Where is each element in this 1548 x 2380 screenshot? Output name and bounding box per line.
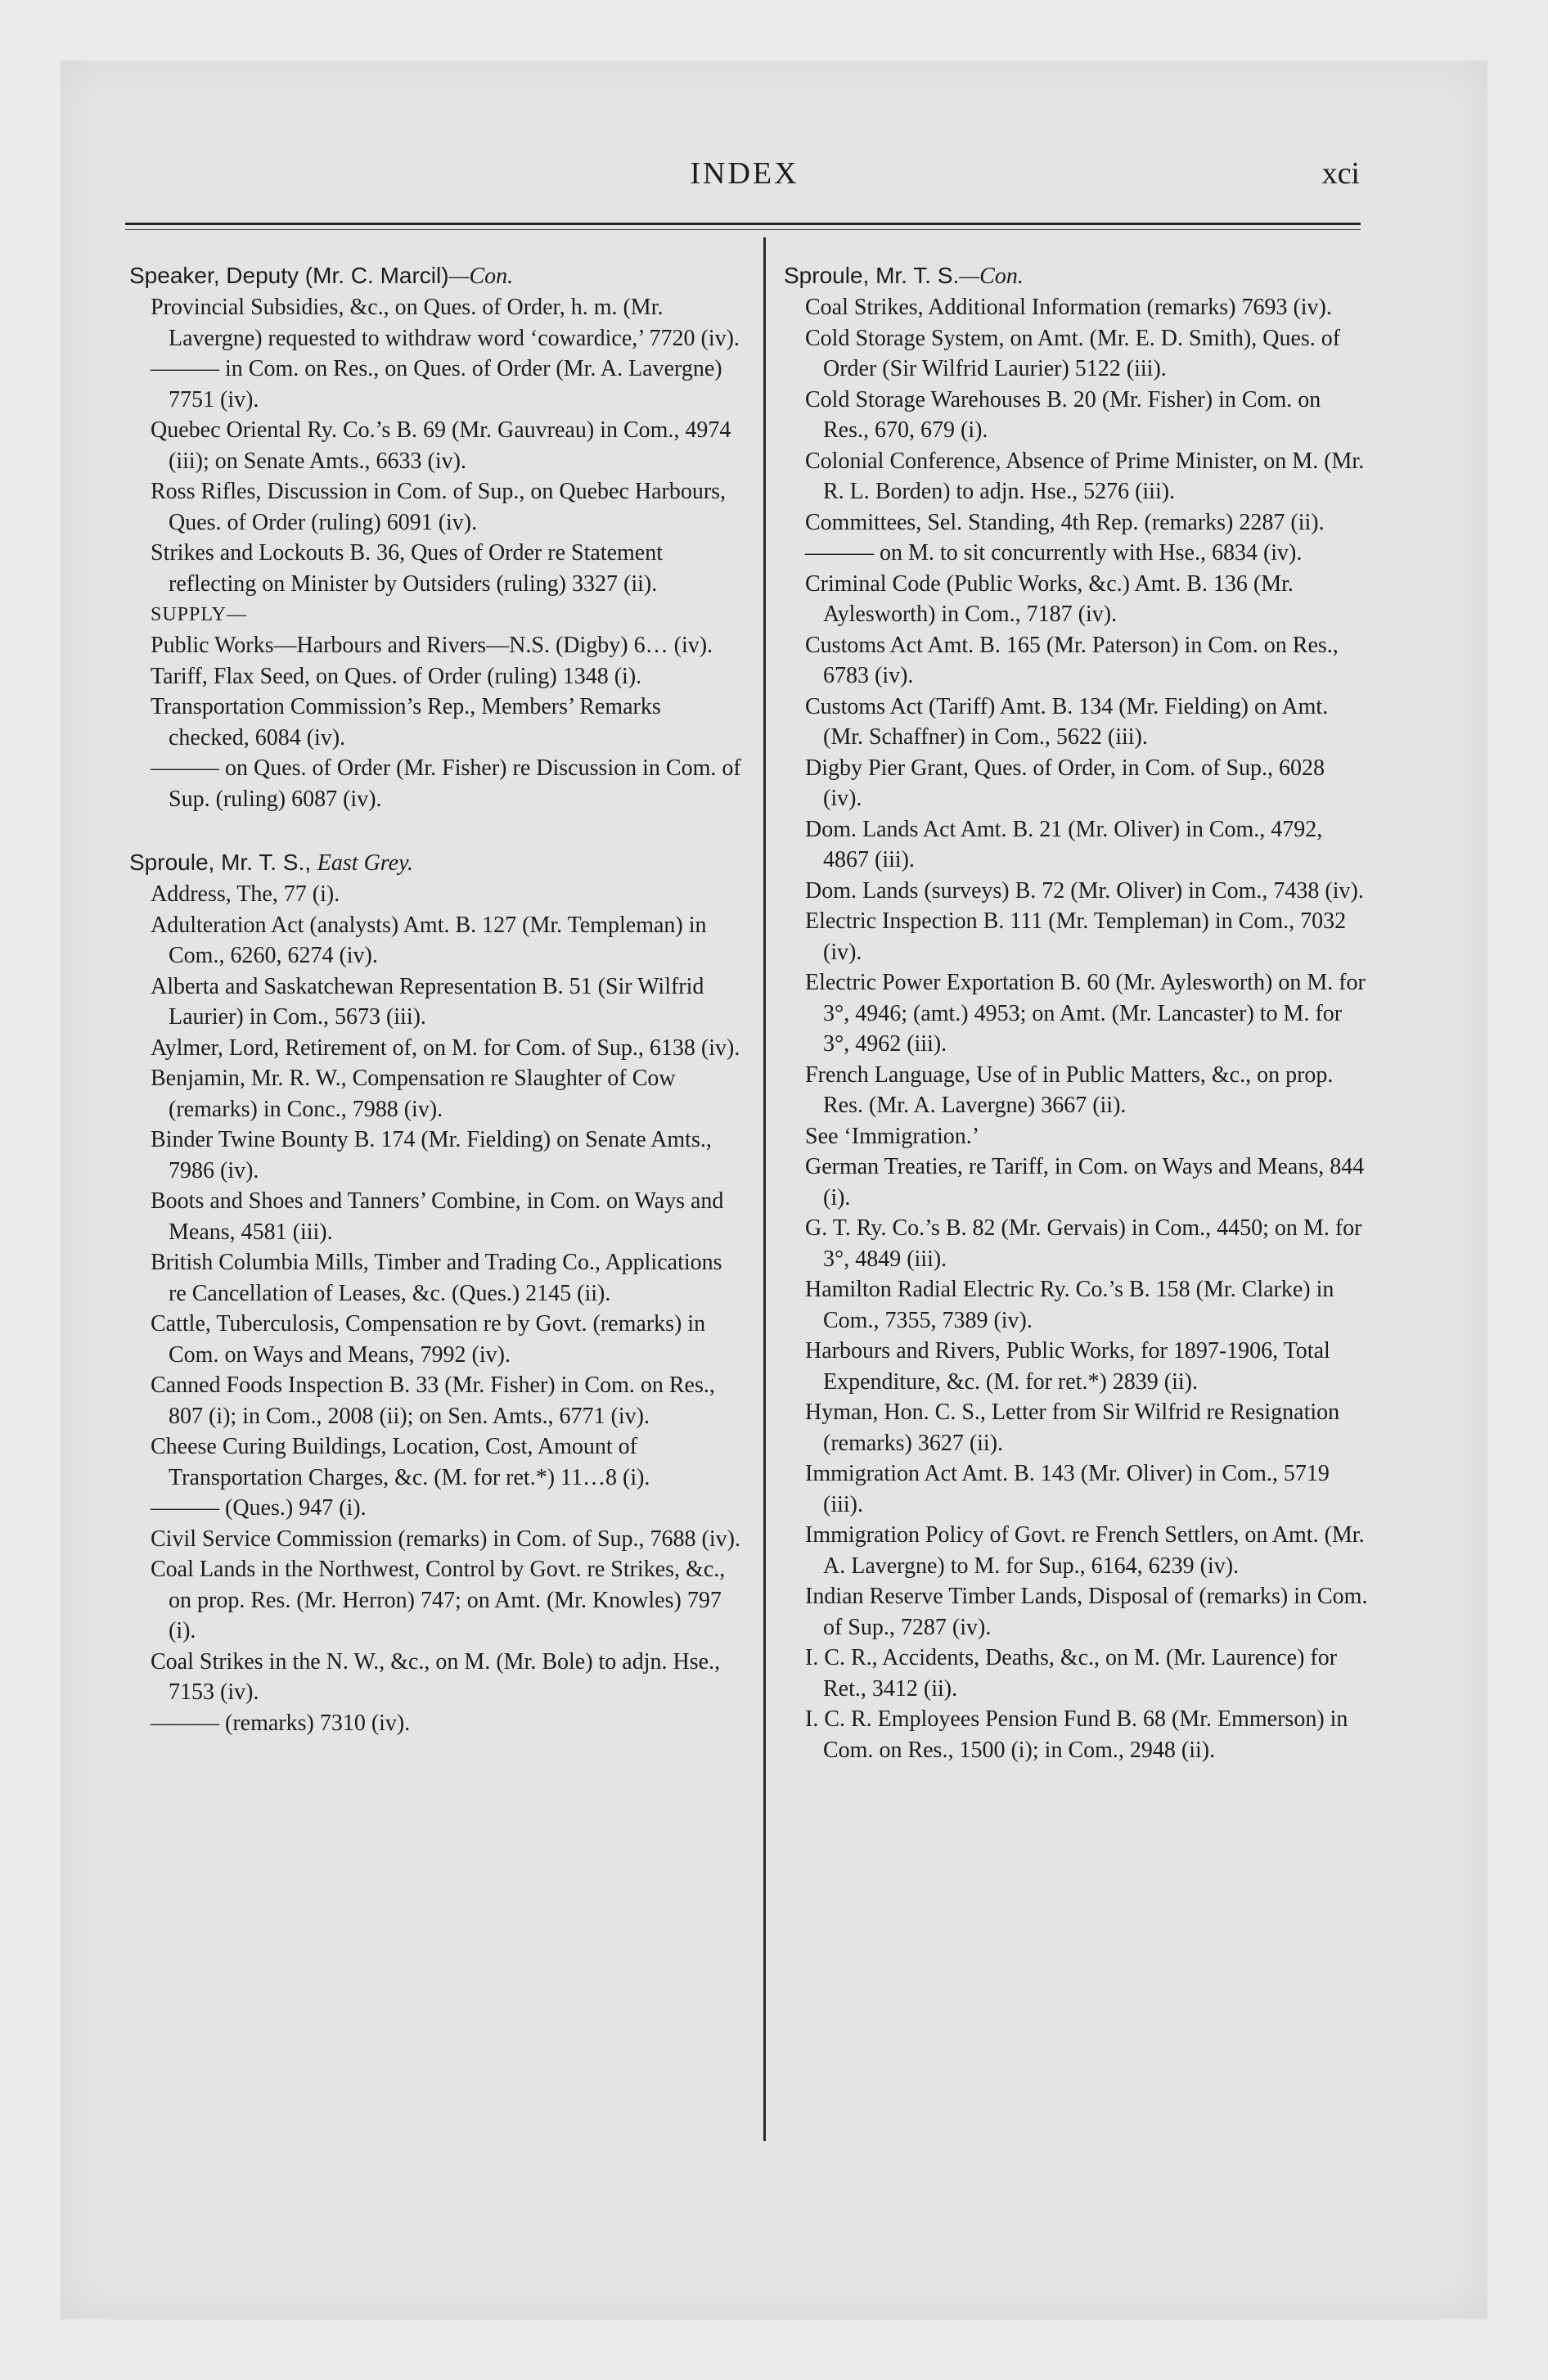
sproule-entries [129,879,745,1738]
index-entry: Coal Strikes in the N. W., &c., on M. (Mr. Bole) to adjn. Hse., 7153 (iv). [151,1648,721,1705]
index-entry: ——— in Com. on Res., on Ques. of Order (Mr. A. Lavergne) 7751 (iv). [151,356,722,412]
index-entry: ——— (remarks) 7310 (iv). [151,1710,411,1736]
index-entry: Criminal Code (Public Works, &c.) Amt. B. 136 (Mr. Aylesworth) in Com., 7187 (iv). [805,570,1294,627]
page-title: INDEX [690,156,799,191]
index-entry: Adulteration Act (analysts) Amt. B. 127 (Mr. Templeman) in Com., 6260, 6274 (iv). [151,912,707,968]
header-rule-thin [125,229,1361,230]
column-divider [763,237,766,2141]
index-entry: Aylmer, Lord, Retirement of, on M. for Com. of Sup., 6138 (iv). [151,1034,740,1061]
index-entry: Boots and Shoes and Tanners’ Combine, in Com. on Ways and Means, 4581 (iii). [151,1188,724,1245]
section-heading-speaker [129,260,745,292]
index-entry: Harbours and Rivers, Public Works, for 1897-1906, Total Expenditure, &c. (M. for ret.*) 2839 (ii). [805,1338,1330,1395]
index-entry: Binder Twine Bounty B. 174 (Mr. Fielding) on Senate Amts., 7986 (iv). [151,1127,712,1183]
heading-main: Speaker, Deputy (Mr. C. Marcil) [129,263,449,288]
index-entry: Benjamin, Mr. R. W., Compensation re Slaughter of Cow (remarks) in Conc., 7988 (iv). [151,1066,676,1122]
index-entry: Cold Storage Warehouses B. 20 (Mr. Fisher) in Com. on Res., 670, 679 (i). [805,386,1321,443]
section-heading-sproule-cont [784,260,1368,292]
speaker-entries-continued [129,661,745,815]
index-entry: Civil Service Commission (remarks) in Com. of Sup., 7688 (iv). [151,1526,740,1552]
index-entry: Canned Foods Inspection B. 33 (Mr. Fisher) in Com. on Res., 807 (i); in Com., 2008 (ii); on Sen. Amts., 6771 (iv). [151,1373,715,1429]
index-entry: I. C. R., Accidents, Deaths, &c., on M. (Mr. Laurence) for Ret., 3412 (ii). [805,1645,1338,1702]
index-entry: Public Works—Harbours and Rivers—N.S. (Digby) 6… (iv). [151,633,713,658]
speaker-entries [129,292,745,599]
index-entry: Customs Act (Tariff) Amt. B. 134 (Mr. Fielding) on Amt. (Mr. Schaffner) in Com., 5622 (iii). [805,693,1329,750]
sproule-entries-continued [784,292,1368,1765]
index-entry: French Language, Use of in Public Matters, &c., on prop. Res. (Mr. A. Lavergne) 3667 (ii). [805,1062,1334,1118]
heading-tail: East Grey. [317,850,413,876]
heading-tail: —Con. [448,264,514,289]
index-entry: Hyman, Hon. C. S., Letter from Sir Wilfrid re Resignation (remarks) 3627 (ii). [805,1400,1340,1456]
index-entry: Coal Strikes, Additional Information (remarks) 7693 (iv). [805,295,1332,320]
index-entry: Electric Power Exportation B. 60 (Mr. Aylesworth) on M. for 3°, 4946; (amt.) 4953; on Amt. (Mr. Lancaster) to M. for 3°, 4962 (iii). [805,970,1366,1057]
heading-main: Sproule, Mr. T. S. [784,263,960,288]
index-entry: Customs Act Amt. B. 165 (Mr. Paterson) in Com. on Res., 6783 (iv). [805,632,1339,688]
index-entry: Transportation Commission’s Rep., Members’ Remarks checked, 6084 (iv). [151,694,661,751]
index-entry: Cheese Curing Buildings, Location, Cost, Amount of Transportation Charges, &c. (M. for ret.*) 11…8 (i). [151,1434,650,1490]
index-entry: Immigration Act Amt. B. 143 (Mr. Oliver) in Com., 5719 (iii). [805,1461,1330,1517]
section-gap [129,814,745,847]
index-entry: See ‘Immigration.’ [805,1123,980,1149]
index-entry: Strikes and Lockouts B. 36, Ques of Order re Statement reflecting on Minister by Outsiders (ruling) 3327 (ii). [151,540,663,597]
left-column [129,260,745,1738]
index-entry: Quebec Oriental Ry. Co.’s B. 69 (Mr. Gauvreau) in Com., 4974 (iii); on Senate Amts., 6633 (iv). [151,417,731,474]
index-entry: Hamilton Radial Electric Ry. Co.’s B. 158 (Mr. Clarke) in Com., 7355, 7389 (iv). [805,1277,1334,1333]
index-entry: Coal Lands in the Northwest, Control by Govt. re Strikes, &c., on prop. Res. (Mr. Herron) 747; on Amt. (Mr. Knowles) 797 (i). [151,1557,726,1643]
index-entry: ——— on M. to sit concurrently with Hse., 6834 (iv). [805,540,1303,566]
heading-main: Sproule, Mr. T. S., [129,850,317,875]
section-heading-sproule [129,847,745,879]
index-entry: Dom. Lands (surveys) B. 72 (Mr. Oliver) in Com., 7438 (iv). [805,877,1364,904]
index-entry: ——— (Ques.) 947 (i). [151,1495,367,1521]
index-entry: Indian Reserve Timber Lands, Disposal of (remarks) in Com. of Sup., 7287 (iv). [805,1584,1368,1640]
heading-tail: —Con. [959,264,1024,289]
index-entry: ——— on Ques. of Order (Mr. Fisher) re Discussion in Com. of Sup. (ruling) 6087 (iv). [151,755,741,812]
index-entry: G. T. Ry. Co.’s B. 82 (Mr. Gervais) in Com., 4450; on M. for 3°, 4849 (iii). [805,1215,1362,1272]
index-entry: Dom. Lands Act Amt. B. 21 (Mr. Oliver) in Com., 4792, 4867 (iii). [805,816,1323,872]
header-rule [125,223,1361,225]
index-entry: Tariff, Flax Seed, on Ques. of Order (ruling) 1348 (i). [151,663,642,689]
index-entry: Provincial Subsidies, &c., on Ques. of Order, h. m. (Mr. Lavergne) requested to withdraw word ‘cowardice,’ 7720 (iv). [151,295,740,351]
index-entry: Immigration Policy of Govt. re French Settlers, on Amt. (Mr. A. Lavergne) to M. for Sup., 6164, 6239 (iv). [805,1522,1365,1579]
page-header [123,156,1366,205]
index-entry: German Treaties, re Tariff, in Com. on Ways and Means, 844 (i). [805,1154,1365,1210]
index-entry: Cold Storage System, on Amt. (Mr. E. D. Smith), Ques. of Order (Sir Wilfrid Laurier) 5122 (iii). [805,325,1341,381]
index-entry: Ross Rifles, Discussion in Com. of Sup., on Quebec Harbours, Ques. of Order (ruling) 6091 (iv). [151,479,727,535]
index-entry: I. C. R. Employees Pension Fund B. 68 (Mr. Emmerson) in Com. on Res., 1500 (i); in Com., 2948 (ii). [805,1706,1348,1763]
index-entry: Electric Inspection B. 111 (Mr. Templeman) in Com., 7032 (iv). [805,908,1347,965]
supply-entries [129,630,745,661]
index-entry: Committees, Sel. Standing, 4th Rep. (remarks) 2287 (ii). [805,509,1325,535]
index-entry: British Columbia Mills, Timber and Trading Co., Applications re Cancellation of Leases, &c. (Ques.) 2145 (ii). [151,1250,722,1306]
page-number: xci [1321,156,1360,191]
index-entry: Colonial Conference, Absence of Prime Minister, on M. (Mr. R. L. Borden) to adjn. Hse., 5276 (iii). [805,448,1365,504]
index-entry: Alberta and Saskatchewan Representation B. 51 (Sir Wilfrid Laurier) in Com., 5673 (iii). [151,973,704,1030]
index-entry: Cattle, Tuberculosis, Compensation re by Govt. (remarks) in Com. on Ways and Means, 7992 (iv). [151,1311,706,1368]
index-entry: Address, The, 77 (i). [151,881,340,907]
supply-subheading: SUPPLY— [151,604,247,625]
right-column [784,260,1368,1765]
index-entry: Digby Pier Grant, Ques. of Order, in Com. of Sup., 6028 (iv). [805,755,1325,811]
